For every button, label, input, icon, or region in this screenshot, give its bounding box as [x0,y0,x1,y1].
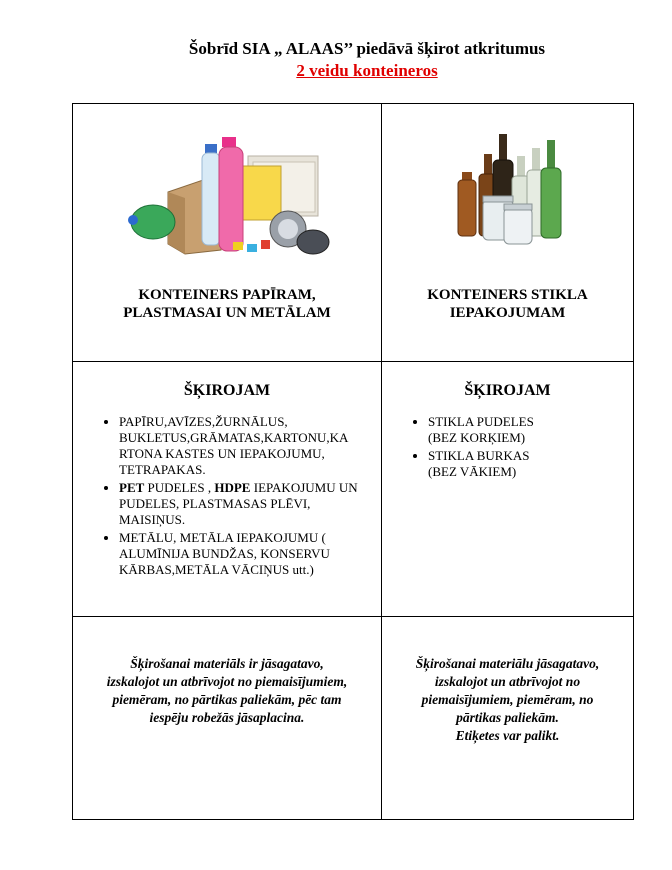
glass-sort-cell [382,362,634,617]
preparation-note-right: Šķirošanai materiālu jāsagatavo, izskalojot un atbrīvojot no piemaisījumiem, piemēram, no pārtikas paliekām. Etiķetes var palikt. [415,656,600,743]
glass-note-cell [382,617,634,820]
page-title [0,38,672,82]
title-line-1: Šobrīd SIA „ ALAAS’’ piedāvā šķirot atkritumus [188,39,546,58]
paper-plastic-metal-note-cell [73,617,382,820]
sort-title-right: ŠĶIROJAM [464,382,551,399]
glass-list [382,414,633,480]
paper-plastic-metal-list [73,414,381,578]
glass-caption: KONTEINERS STIKLA IEPAKOJUMAM [427,287,588,321]
mixed-recyclables-icon [73,104,381,264]
glass-header-cell [382,104,634,362]
glass-bottles-icon [382,104,633,264]
list-item: • STIKLA PUDELES (BEZ KORĶIEM) [428,414,633,446]
title-line-2: 2 veidu konteineros [296,61,438,80]
list-item: • PAPĪRU,AVĪZES,ŽURNĀLUS, BUKLETUS,GRĀMATAS,KARTONU,KA RTONA KASTES UN IEPAKOJUMU, TETRAPAKAS. [119,414,381,478]
list-item: • METĀLU, METĀLA IEPAKOJUMU ( ALUMĪNIJA BUNDŽAS, KONSERVU KĀRBAS,METĀLA VĀCIŅUS utt.) [119,530,381,578]
list-item: • PET PUDELES , HDPE IEPAKOJUMU UN PUDELES, PLASTMASAS PLĒVI, MAISIŅUS. [119,480,381,528]
paper-plastic-metal-sort-cell [73,362,382,617]
paper-plastic-metal-caption: KONTEINERS PAPĪRAM, PLASTMASAI UN METĀLAM [123,287,331,321]
paper-plastic-metal-header-cell [73,104,382,362]
sort-title-left: ŠĶIROJAM [183,382,271,399]
container-table [72,103,634,820]
list-item: • STIKLA BURKAS (BEZ VĀKIEM) [428,448,633,480]
preparation-note-left: Šķirošanai materiāls ir jāsagatavo, izskalojot un atbrīvojot no piemaisījumiem, piemēram, no pārtikas paliekām, pēc tam iespēju robežās jāsaplacina. [106,656,348,725]
